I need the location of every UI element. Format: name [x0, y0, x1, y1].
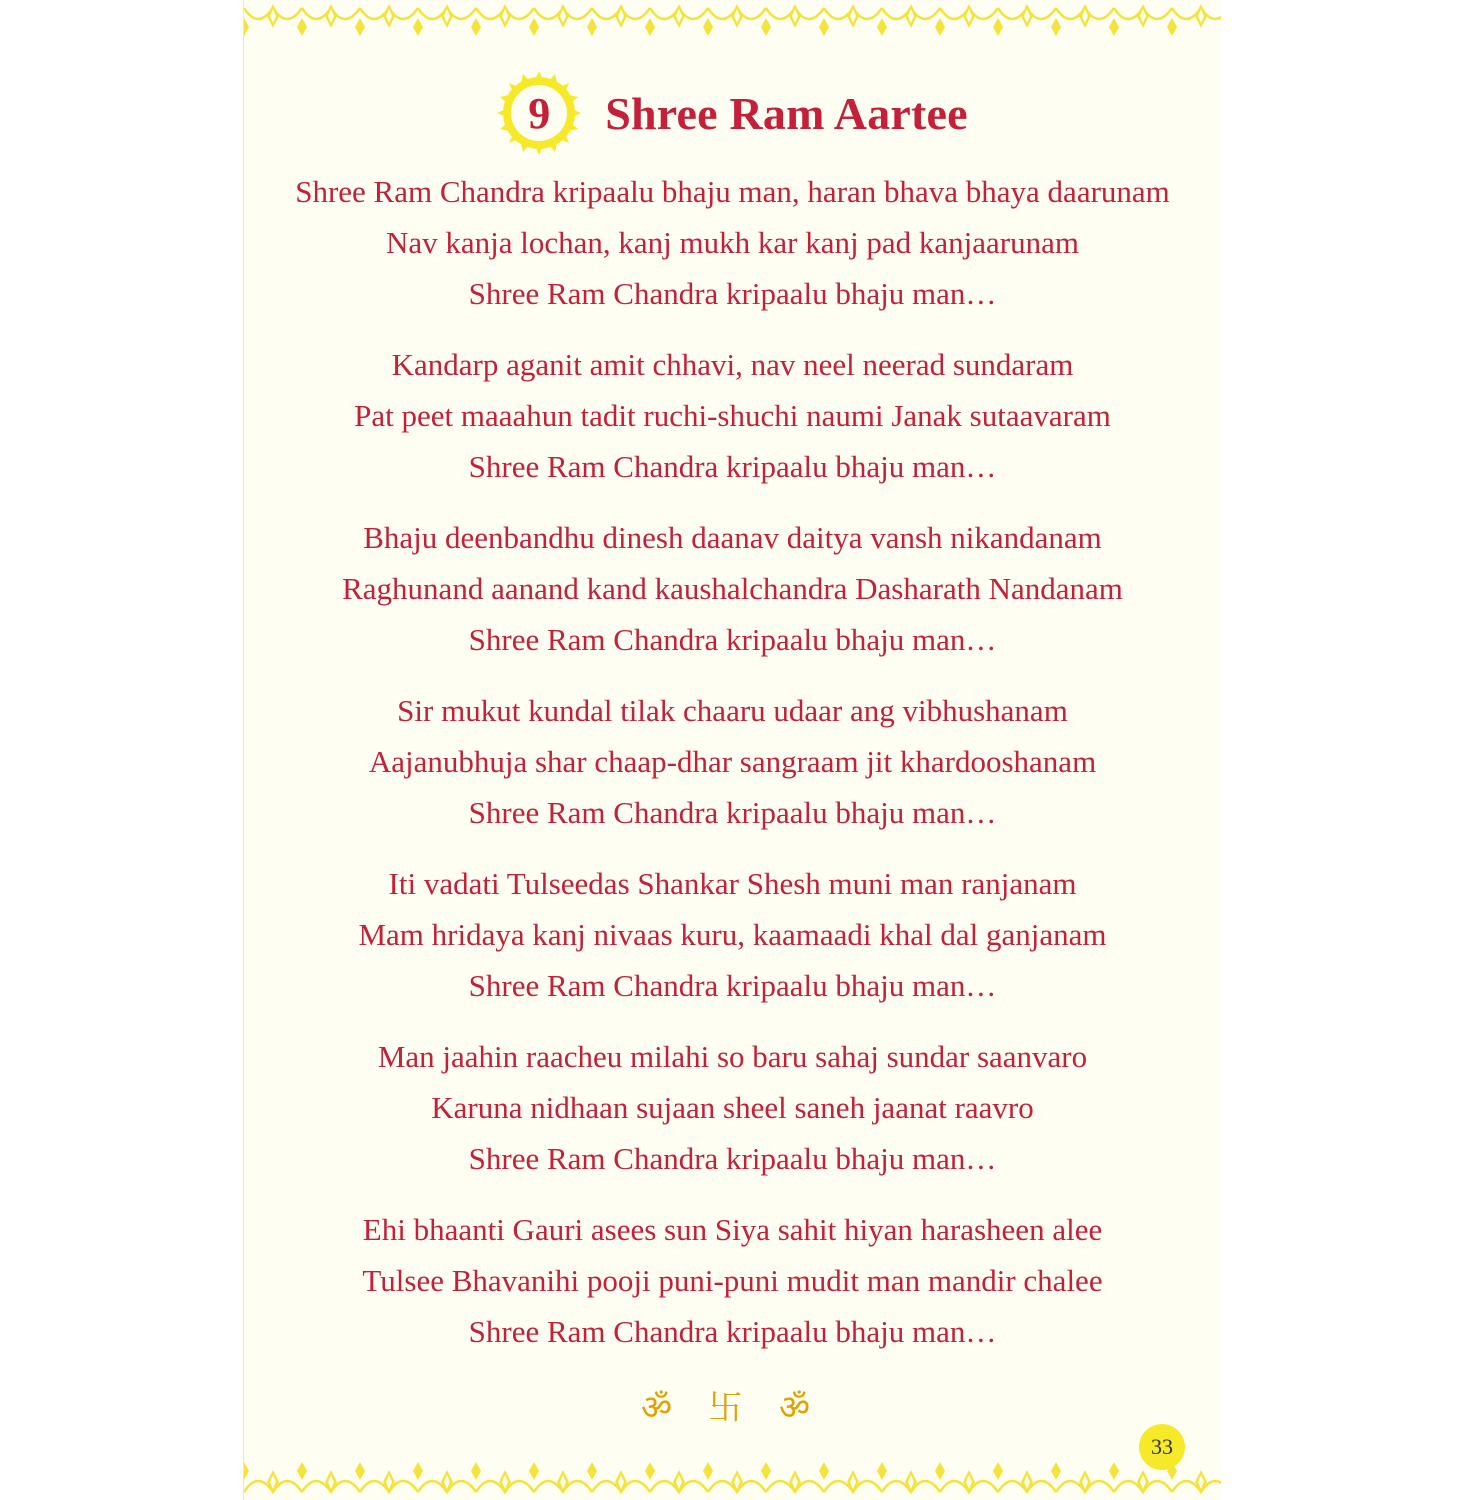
refrain-line: Shree Ram Chandra kripaalu bhaju man… — [468, 1314, 997, 1349]
refrain-line: Shree Ram Chandra kripaalu bhaju man… — [468, 1141, 997, 1176]
refrain-line: Shree Ram Chandra kripaalu bhaju man… — [468, 795, 997, 830]
om-swastik-ornament: ॐ 卐 ॐ — [640, 1390, 825, 1427]
verse-line: Nav kanja lochan, kanj mukh kar kanj pad kanjaarunam — [386, 225, 1079, 260]
verse-line: Bhaju deenbandhu dinesh daanav daitya vansh nikandanam — [363, 520, 1102, 555]
verse-line: Aajanubhuja shar chaap-dhar sangraam jit khardooshanam — [368, 744, 1097, 779]
top-decorative-border — [244, 0, 1221, 44]
verse-line: Kandarp aganit amit chhavi, nav neel neerad sundaram — [391, 347, 1074, 382]
refrain-line: Shree Ram Chandra kripaalu bhaju man… — [468, 449, 997, 484]
stanza-7 — [244, 1204, 1221, 1357]
verse-line: Shree Ram Chandra kripaalu bhaju man, haran bhava bhaya daarunam — [295, 174, 1170, 209]
page — [243, 0, 1221, 1500]
title-row — [244, 68, 1221, 158]
refrain-line: Shree Ram Chandra kripaalu bhaju man… — [468, 622, 997, 657]
refrain-line: Shree Ram Chandra kripaalu bhaju man… — [468, 968, 997, 1003]
verse-line: Iti vadati Tulseedas Shankar Shesh muni man ranjanam — [388, 866, 1077, 901]
stanza-4 — [244, 685, 1221, 838]
page-number-badge — [1139, 1424, 1185, 1470]
verse-line: Pat peet maaahun tadit ruchi-shuchi naumi Janak sutaavaram — [354, 398, 1111, 433]
verse-line: Mam hridaya kanj nivaas kuru, kaamaadi khal dal ganjanam — [358, 917, 1107, 952]
page-title: Shree Ram Aartee — [605, 87, 968, 139]
stanza-3 — [244, 512, 1221, 665]
aarti-number: 9 — [528, 88, 551, 138]
refrain-line: Shree Ram Chandra kripaalu bhaju man… — [468, 276, 997, 311]
bottom-decorative-border — [244, 1456, 1221, 1500]
stanza-6 — [244, 1031, 1221, 1184]
sun-badge-icon — [497, 71, 581, 155]
verse-line: Sir mukut kundal tilak chaaru udaar ang vibhushanam — [397, 693, 1068, 728]
stanza-1 — [244, 166, 1221, 319]
verse-line: Ehi bhaanti Gauri asees sun Siya sahit hiyan harasheen alee — [362, 1212, 1103, 1247]
aarti-verses — [244, 166, 1221, 1377]
stanza-5 — [244, 858, 1221, 1011]
verse-line: Karuna nidhaan sujaan sheel saneh jaanat raavro — [431, 1090, 1034, 1125]
verse-line: Raghunand aanand kand kaushalchandra Dasharath Nandanam — [342, 571, 1123, 606]
page-number: 33 — [1151, 1434, 1173, 1459]
stanza-2 — [244, 339, 1221, 492]
verse-line: Man jaahin raacheu milahi so baru sahaj sundar saanvaro — [377, 1039, 1088, 1074]
verse-line: Tulsee Bhavanihi pooji puni-puni mudit man mandir chalee — [362, 1263, 1103, 1298]
